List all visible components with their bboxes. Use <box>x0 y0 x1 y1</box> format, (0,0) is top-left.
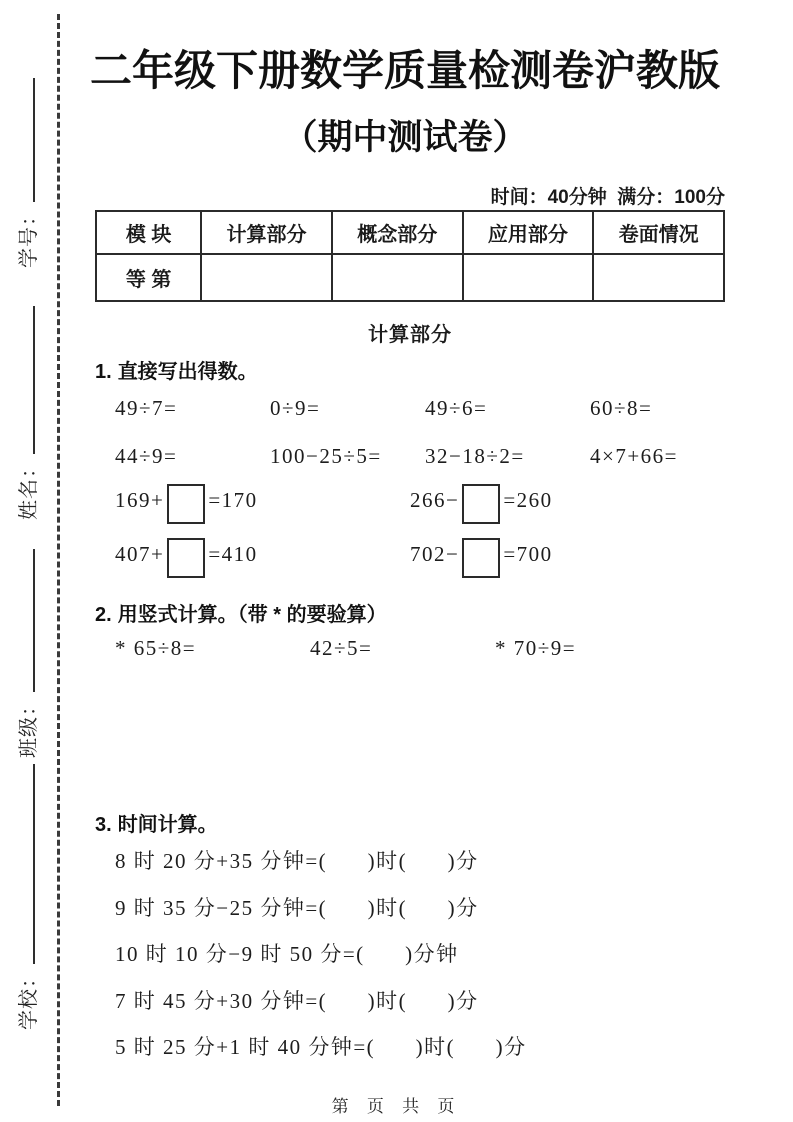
time-expression: 10 时 10 分−9 时 50 分=( )分钟 <box>115 942 459 966</box>
expression: 49÷6= <box>425 396 488 420</box>
time-expression: 9 时 35 分−25 分钟=( )时( )分 <box>115 895 479 920</box>
time-expression: 8 时 20 分+35 分钟=( )时( )分 <box>115 849 479 873</box>
time-expression: 5 时 25 分+1 时 40 分钟=( )时( )分 <box>115 1035 527 1059</box>
page-subtitle: （期中测试卷） <box>282 118 528 157</box>
grade-row-label: 等 第 <box>96 254 201 301</box>
answer-box <box>167 484 205 524</box>
score-header-calculation: 计算部分 <box>201 211 332 254</box>
score-table-header-row <box>96 211 724 254</box>
question1-fill-row1 <box>115 482 740 522</box>
question1-title: 直接写出得数。 <box>117 361 258 383</box>
question2-number: 2. <box>95 604 112 626</box>
fill-pre: 702− <box>410 541 460 566</box>
question3-number: 3. <box>95 814 112 836</box>
expression: 44÷9= <box>115 444 178 468</box>
cut-line-dashed <box>57 14 60 1106</box>
answer-box <box>462 538 500 578</box>
question2-title: 用竖式计算。（带 * 的要验算） <box>117 604 387 626</box>
class-blank <box>15 549 35 692</box>
expression: 49÷7= <box>115 396 178 420</box>
grade-cell-concept <box>332 254 463 301</box>
student-number-field <box>12 78 41 268</box>
fill-pre: 266− <box>410 487 460 512</box>
school-label: 学校： <box>18 967 40 1030</box>
class-field <box>12 549 41 758</box>
page-footer: 第 页 共 页 <box>331 1097 462 1116</box>
school-blank <box>15 764 35 964</box>
question1-expression-row2 <box>115 444 740 469</box>
score-header-module: 模 块 <box>96 211 201 254</box>
score-header-application: 应用部分 <box>463 211 594 254</box>
student-number-blank <box>15 78 35 202</box>
question2-expression-row <box>115 636 740 661</box>
question1-fill-row2 <box>115 536 740 576</box>
grade-cell-application <box>463 254 594 301</box>
fill-expression <box>410 482 740 522</box>
expression: 32−18÷2= <box>425 444 525 468</box>
expression-starred: * 65÷8= <box>115 636 197 660</box>
name-field <box>12 306 41 520</box>
score-table <box>95 210 725 302</box>
fill-expression <box>115 482 410 522</box>
time-and-score-info: 时间：40分钟 满分：100分 <box>490 187 725 208</box>
name-label: 姓名： <box>18 457 40 520</box>
answer-box <box>167 538 205 578</box>
page-title: 二年级下册数学质量检测卷沪教版 <box>89 47 720 94</box>
grade-cell-calculation <box>201 254 332 301</box>
question1-number: 1. <box>95 361 112 383</box>
fill-expression <box>115 536 410 576</box>
fill-expression <box>410 536 740 576</box>
time-expression: 7 时 45 分+30 分钟=( )时( )分 <box>115 988 479 1013</box>
fill-pre: 169+ <box>115 487 165 512</box>
fill-post: =410 <box>208 541 258 566</box>
section-title-calculation: 计算部分 <box>368 324 452 346</box>
question1-heading <box>95 355 258 384</box>
expression-starred: * 70÷9= <box>495 636 577 660</box>
expression: 100−25÷5= <box>270 444 382 468</box>
question3-title: 时间计算。 <box>117 814 218 836</box>
expression: 0÷9= <box>270 396 321 420</box>
grade-cell-presentation <box>593 254 724 301</box>
class-label: 班级： <box>18 695 40 758</box>
expression: 4×7+66= <box>590 444 679 468</box>
fill-post: =170 <box>208 487 258 512</box>
school-field <box>12 764 41 1030</box>
name-blank <box>15 306 35 454</box>
student-number-label: 学号： <box>18 205 40 268</box>
fill-post: =700 <box>503 541 553 566</box>
score-header-presentation: 卷面情况 <box>593 211 724 254</box>
expression: 60÷8= <box>590 396 653 420</box>
expression: 42÷5= <box>310 636 373 660</box>
score-header-concept: 概念部分 <box>332 211 463 254</box>
score-table-grade-row <box>96 254 724 301</box>
fill-post: =260 <box>503 487 553 512</box>
question2-heading <box>95 598 387 627</box>
question3-heading <box>95 808 218 837</box>
answer-box <box>462 484 500 524</box>
question3-items <box>115 838 527 1071</box>
fill-pre: 407+ <box>115 541 165 566</box>
question1-expression-row1 <box>115 396 740 421</box>
